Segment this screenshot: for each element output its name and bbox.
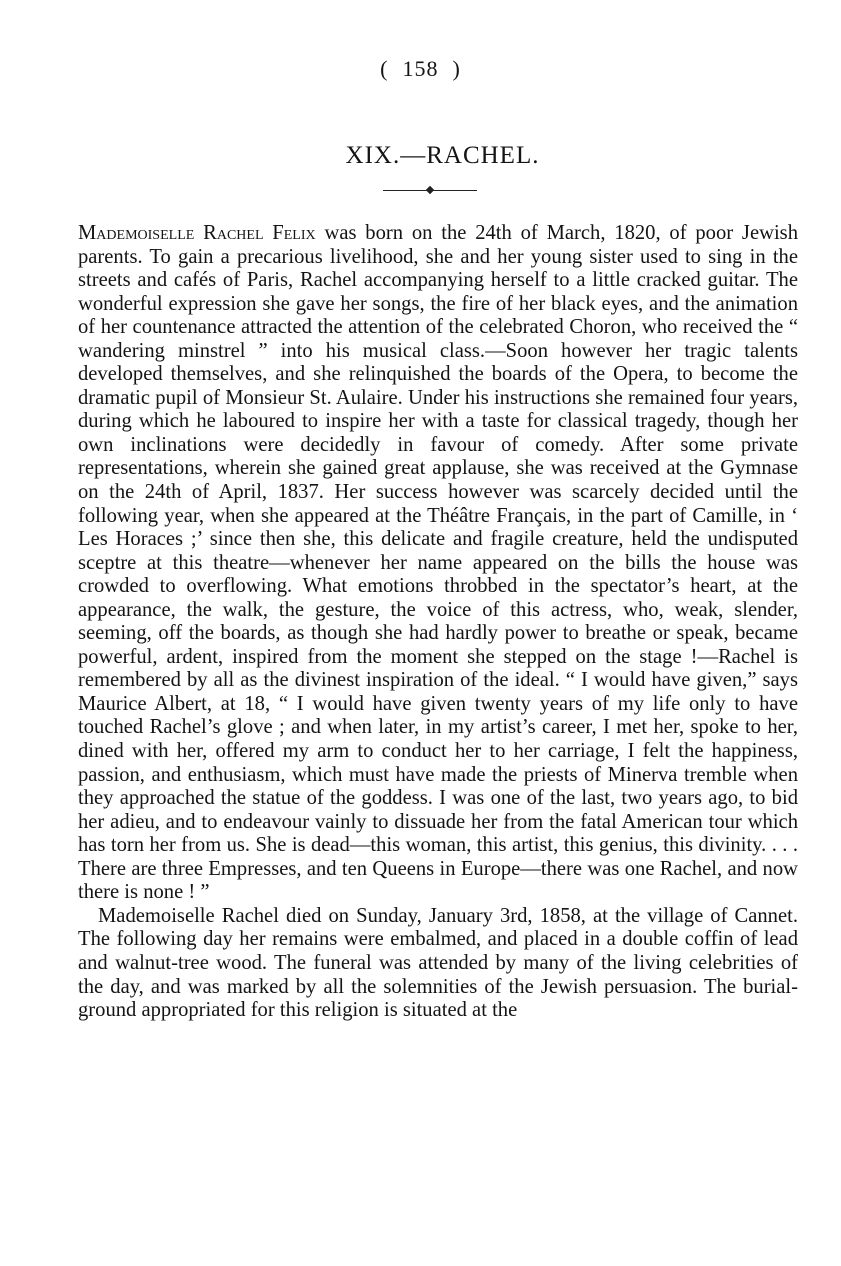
chapter-body: [78, 222, 798, 1023]
paragraph-1: [78, 222, 798, 905]
page-number-header: [0, 56, 841, 82]
paragraph-1-text: was born on the 24th of March, 1820, of poor Jewish parents. To gain a precarious livelihood, she and her young sister used to sing in the streets and cafés of Paris, Rachel accompanying herself to a little cracked guitar. The wonderful expression she gave her songs, the fire of her black eyes, and the animation of her countenance attracted the attention of the celebrated Choron, who received the “ wandering minstrel ” into his musical class.—Soon however her tragic talents developed themselves, and she relinquished the boards of the Opera, to become the dramatic pupil of Monsieur St. Aulaire. Under his instructions she remained four years, during which he laboured to inspire her with a taste for classical tragedy, though her own inclinations were decidedly in favour of comedy. After some private representations, wherein she gained great applause, she was received at the Gymnase on the 24th of April, 1837. Her success however was scarcely decided until the following year, when she appeared at the Théâtre Français, in the part of Camille, in ‘ Les Horaces ;’ since then she, this delicate and fragile creature, held the undisputed sceptre at this theatre—whenever her name appeared on the bills the house was crowded to overflowing. What emotions throbbed in the spectator’s heart, at the appearance, the walk, the gesture, the voice of this actress, who, weak, slender, seeming, off the boards, as though she had hardly power to breathe or speak, became powerful, ardent, inspired from the moment she stepped on the stage !—Rachel is remembered by all as the divinest inspiration of the ideal. “ I would have given,” says Maurice Albert, at 18, “ I would have given twenty years of my life only to have touched Rachel’s glove ; and when later, in my artist’s career, I met her, spoke to her, dined with her, offered my arm to conduct her to her carriage, I felt the happiness, passion, and enthusiasm, which must have made the priests of Minerva tremble when they approached the statue of the goddess. I was one of the last, two years ago, to bid her adieu, and to endeavour vainly to dissuade her from the fatal American tour which has torn her from us. She is dead—this woman, this artist, this genius, this divinity. . . . There are three Empresses, and ten Queens in Europe—there was one Rachel, and now there is none ! ”: [78, 222, 798, 904]
paragraph-2-text: Mademoiselle Rachel died on Sunday, January 3rd, 1858, at the village of Cannet. The following day her remains were embalmed, and placed in a double coffin of lead and walnut-tree wood. The funeral was attended by many of the living celebrities of the day, and was marked by all the solemnities of the Jewish persuasion. The burial-ground appropriated for this religion is situated at the: [78, 904, 798, 1022]
chapter-title: XIX.—RACHEL.: [345, 142, 540, 169]
close-paren: ): [452, 56, 461, 81]
diamond-ornament-icon: [426, 186, 434, 194]
paragraph-1-lead-words: Mademoiselle Rachel Felix: [78, 222, 316, 244]
page-number: 158: [402, 56, 439, 81]
divider-ornament: [383, 186, 477, 196]
open-paren: (: [380, 56, 389, 81]
paragraph-2: [78, 905, 798, 1023]
